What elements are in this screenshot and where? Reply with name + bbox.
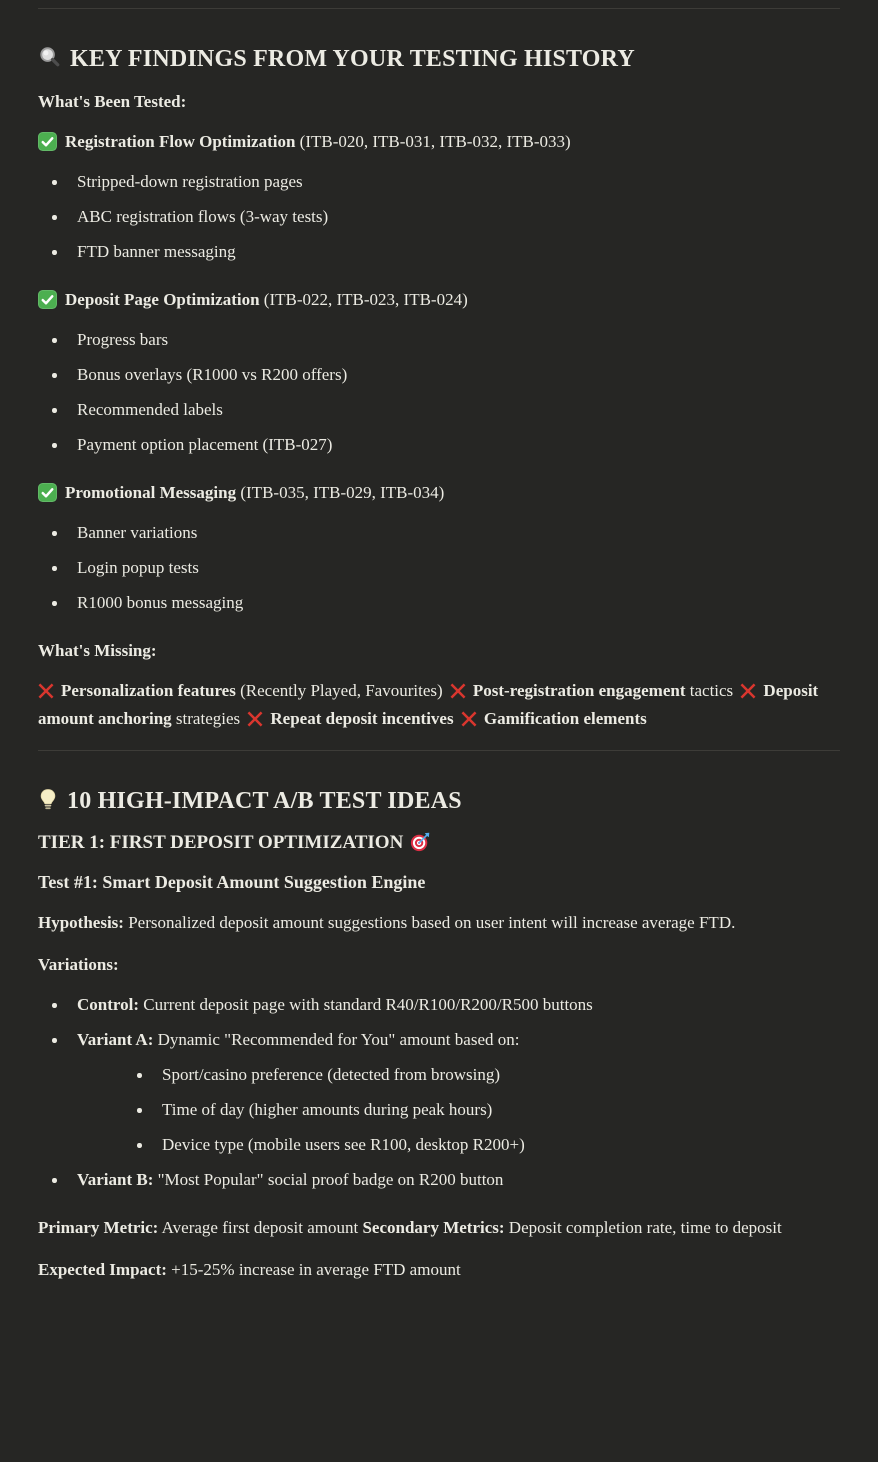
check-icon (38, 290, 57, 309)
ideas-title-text: 10 HIGH-IMPACT A/B TEST IDEAS (67, 788, 462, 814)
document (38, 8, 840, 1284)
list-item: Recommended labels (38, 396, 840, 424)
metrics: Primary Metric: Average first deposit amount Secondary Metrics: Deposit completion rate, time to deposit (38, 1218, 782, 1237)
group-title: Deposit Page Optimization (65, 290, 260, 309)
findings-section (38, 44, 840, 733)
list-item: Sport/casino preference (detected from browsing) (123, 1061, 840, 1089)
list-item: ABC registration flows (3-way tests) (38, 203, 840, 231)
cross-icon (461, 711, 477, 727)
cross-icon (38, 683, 54, 699)
ideas-section (38, 786, 840, 1284)
check-icon (38, 483, 57, 502)
cross-icon (247, 711, 263, 727)
group-list (38, 326, 840, 459)
list-item: Variant B: "Most Popular" social proof badge on R200 button (38, 1166, 840, 1194)
ideas-title (38, 786, 840, 816)
tier-heading: TIER 1: FIRST DEPOSIT OPTIMIZATION (38, 830, 840, 856)
cross-icon (740, 683, 756, 699)
list-item: R1000 bonus messaging (38, 589, 840, 617)
findings-title-text: KEY FINDINGS FROM YOUR TESTING HISTORY (70, 46, 635, 72)
magnifier-icon (38, 45, 61, 68)
list-item: Banner variations (38, 519, 840, 547)
group-title: Promotional Messaging (65, 483, 237, 502)
missing-item: Gamification elements (458, 709, 647, 728)
list-item: Progress bars (38, 326, 840, 354)
list-item: Device type (mobile users see R100, desktop R200+) (123, 1131, 840, 1159)
list-item: FTD banner messaging (38, 238, 840, 266)
list-item: Control: Current deposit page with standard R40/R100/R200/R500 buttons (38, 991, 840, 1019)
variations-heading: Variations: (38, 955, 119, 974)
group-heading (38, 128, 840, 156)
cross-icon (450, 683, 466, 699)
group-refs: (ITB-020, ITB-031, ITB-032, ITB-033) (295, 132, 571, 151)
variations-list (38, 991, 840, 1194)
top-divider (38, 8, 840, 9)
list-item: Payment option placement (ITB-027) (38, 431, 840, 459)
tested-heading: What's Been Tested: (38, 92, 187, 111)
expected-impact: Expected Impact: +15-25% increase in average FTD amount (38, 1260, 461, 1279)
group-refs: (ITB-035, ITB-029, ITB-034) (236, 483, 445, 502)
hypothesis: Hypothesis: Personalized deposit amount suggestions based on user intent will increase average FTD. (38, 913, 736, 932)
nested-list (123, 1061, 840, 1159)
missing-list (38, 677, 840, 733)
group-heading (38, 286, 840, 314)
missing-item: Deposit amount anchoring strategies (38, 681, 819, 728)
group-list (38, 168, 840, 266)
group-heading (38, 479, 840, 507)
findings-title (38, 44, 840, 74)
section-divider (38, 750, 840, 751)
missing-item: Post-registration engagement tactics (447, 681, 733, 700)
list-item: Bonus overlays (R1000 vs R200 offers) (38, 361, 840, 389)
missing-heading: What's Missing: (38, 641, 157, 660)
group-title: Registration Flow Optimization (65, 132, 296, 151)
list-item: Time of day (higher amounts during peak hours) (123, 1096, 840, 1124)
group-list (38, 519, 840, 617)
target-icon (410, 832, 430, 852)
missing-item: Personalization features (Recently Played, Favourites) (38, 681, 443, 700)
list-item: Variant A: Dynamic "Recommended for You" amount based on: Sport/casino preference (detected from browsing) Time of day (higher amounts during peak hours) Device type (mobile users see R100, desktop R200+) (38, 1026, 840, 1159)
list-item: Login popup tests (38, 554, 840, 582)
check-icon (38, 132, 57, 151)
light-bulb-icon (38, 788, 58, 811)
missing-item: Repeat deposit incentives (244, 709, 453, 728)
group-refs: (ITB-022, ITB-023, ITB-024) (259, 290, 468, 309)
test-heading: Test #1: Smart Deposit Amount Suggestion Engine (38, 872, 426, 892)
list-item: Stripped-down registration pages (38, 168, 840, 196)
